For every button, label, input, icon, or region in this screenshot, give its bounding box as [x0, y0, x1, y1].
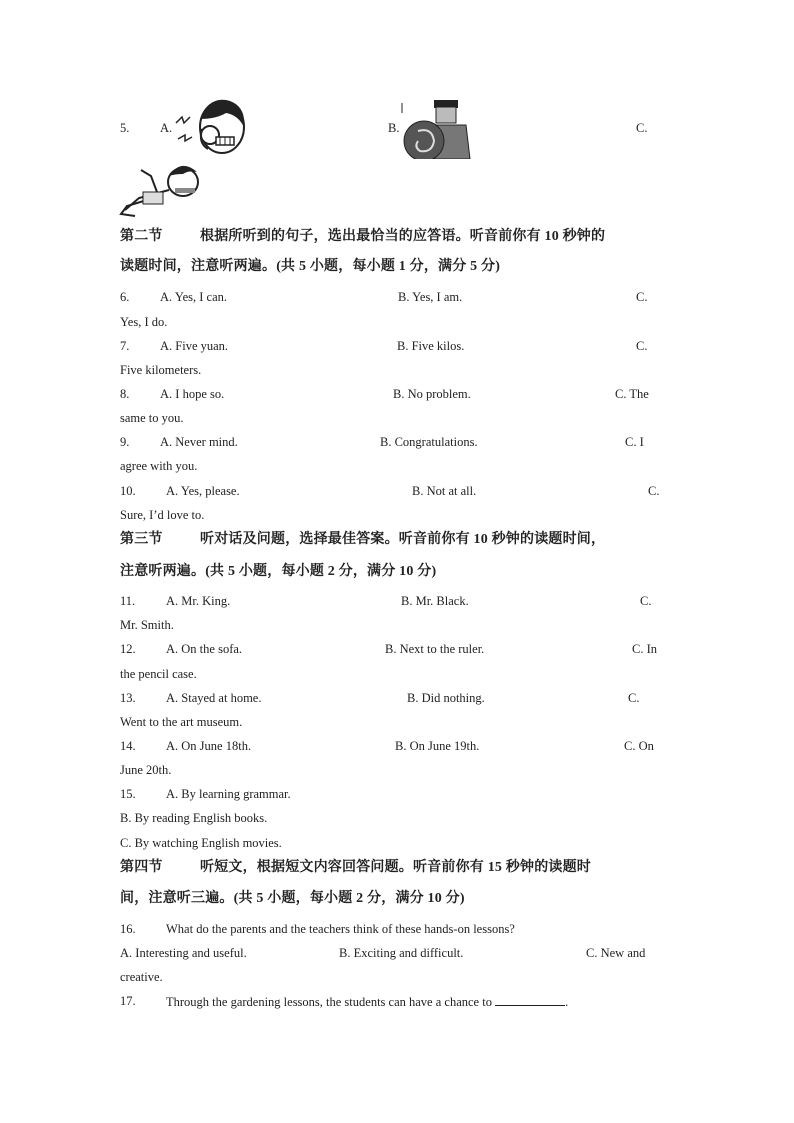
fever-illustration [117, 162, 207, 218]
question-number: 15. [120, 787, 136, 801]
question-number: 10. [120, 484, 136, 498]
option-a: A. By learning grammar. [166, 787, 291, 801]
option-a: A. Mr. King. [166, 594, 231, 608]
option-b-label: B. [388, 121, 400, 135]
option-c-tail: Five kilometers. [120, 363, 202, 377]
option-c-tail: June 20th. [120, 763, 172, 777]
section-4-instruction-line1: 听短文，根据短文内容回答问题。听音前你有 15 秒钟的读题时 [200, 860, 591, 875]
option-b: B. On June 19th. [395, 739, 480, 753]
section-2-instruction-line1: 根据所听到的句子，选出最恰当的应答语。听音前你有 10 秒钟的 [200, 229, 606, 244]
option-c-tail: agree with you. [120, 459, 198, 473]
option-a: A. Stayed at home. [166, 691, 262, 705]
option-c-head: C. [640, 594, 652, 608]
option-c-tail: the pencil case. [120, 667, 197, 681]
option-c-tail: creative. [120, 970, 163, 984]
question-number: 16. [120, 922, 136, 936]
option-a: A. Yes, please. [166, 484, 240, 498]
toothache-illustration [172, 97, 254, 159]
option-c-head: C. New and [586, 946, 646, 960]
question-number: 13. [120, 691, 136, 705]
option-a-label: A. [160, 121, 173, 135]
option-b: B. By reading English books. [120, 811, 268, 825]
section-3-instruction-line2: 注意听两遍。(共 5 小题，每小题 2 分，满分 10 分) [120, 564, 437, 579]
option-b: B. Exciting and difficult. [339, 946, 464, 960]
stomachache-illustration [400, 97, 472, 159]
option-b: B. Mr. Black. [401, 594, 469, 608]
question-number: 8. [120, 387, 130, 401]
question-end-punct: . [565, 995, 569, 1009]
option-c-head: C. The [615, 387, 649, 401]
question-number: 12. [120, 642, 136, 656]
option-b: B. Five kilos. [397, 339, 465, 353]
option-b: B. Yes, I am. [398, 290, 463, 304]
option-c-tail: Mr. Smith. [120, 618, 174, 632]
question-number: 7. [120, 339, 130, 353]
option-c-tail: Went to the art museum. [120, 715, 243, 729]
answer-blank[interactable] [495, 993, 565, 1006]
question-number: 6. [120, 290, 130, 304]
option-a: A. Interesting and useful. [120, 946, 247, 960]
option-c-head: C. [636, 339, 648, 353]
option-c: C. By watching English movies. [120, 836, 282, 850]
option-c-head: C. In [632, 642, 657, 656]
option-c-tail: Yes, I do. [120, 315, 168, 329]
option-b: B. Did nothing. [407, 691, 485, 705]
option-b: B. Next to the ruler. [385, 642, 485, 656]
question-text-body: Through the gardening lessons, the students can have a chance to [166, 995, 492, 1009]
question-text [166, 993, 568, 1010]
option-c-head: C. [636, 290, 648, 304]
option-a: A. Never mind. [160, 435, 238, 449]
section-4-label: 第四节 [120, 860, 163, 875]
section-2-label: 第二节 [120, 229, 163, 244]
section-3-label: 第三节 [120, 532, 163, 547]
option-c-tail: Sure, I’d love to. [120, 508, 205, 522]
option-a: A. Five yuan. [160, 339, 229, 353]
section-4-instruction-line2: 间，注意听三遍。(共 5 小题，每小题 2 分，满分 10 分) [120, 891, 465, 906]
option-c-label: C. [636, 121, 648, 135]
option-b: B. No problem. [393, 387, 471, 401]
option-c-head: C. [628, 691, 640, 705]
option-b: B. Not at all. [412, 484, 477, 498]
option-c-head: C. On [624, 739, 654, 753]
option-a: A. On the sofa. [166, 642, 243, 656]
question-number: 17. [120, 994, 136, 1008]
question-number: 5. [120, 121, 130, 135]
option-c-tail: same to you. [120, 411, 184, 425]
section-3-instruction-line1: 听对话及问题，选择最佳答案。听音前你有 10 秒钟的读题时间， [200, 532, 606, 547]
option-c-head: C. I [625, 435, 644, 449]
question-number: 14. [120, 739, 136, 753]
option-a: A. I hope so. [160, 387, 225, 401]
option-b: B. Congratulations. [380, 435, 478, 449]
question-number: 9. [120, 435, 130, 449]
question-text: What do the parents and the teachers think of these hands-on lessons? [166, 922, 515, 936]
section-2-instruction-line2: 读题时间，注意听两遍。(共 5 小题，每小题 1 分，满分 5 分) [120, 259, 501, 274]
option-a: A. Yes, I can. [160, 290, 228, 304]
question-number: 11. [120, 594, 136, 608]
option-c-head: C. [648, 484, 660, 498]
option-a: A. On June 18th. [166, 739, 252, 753]
